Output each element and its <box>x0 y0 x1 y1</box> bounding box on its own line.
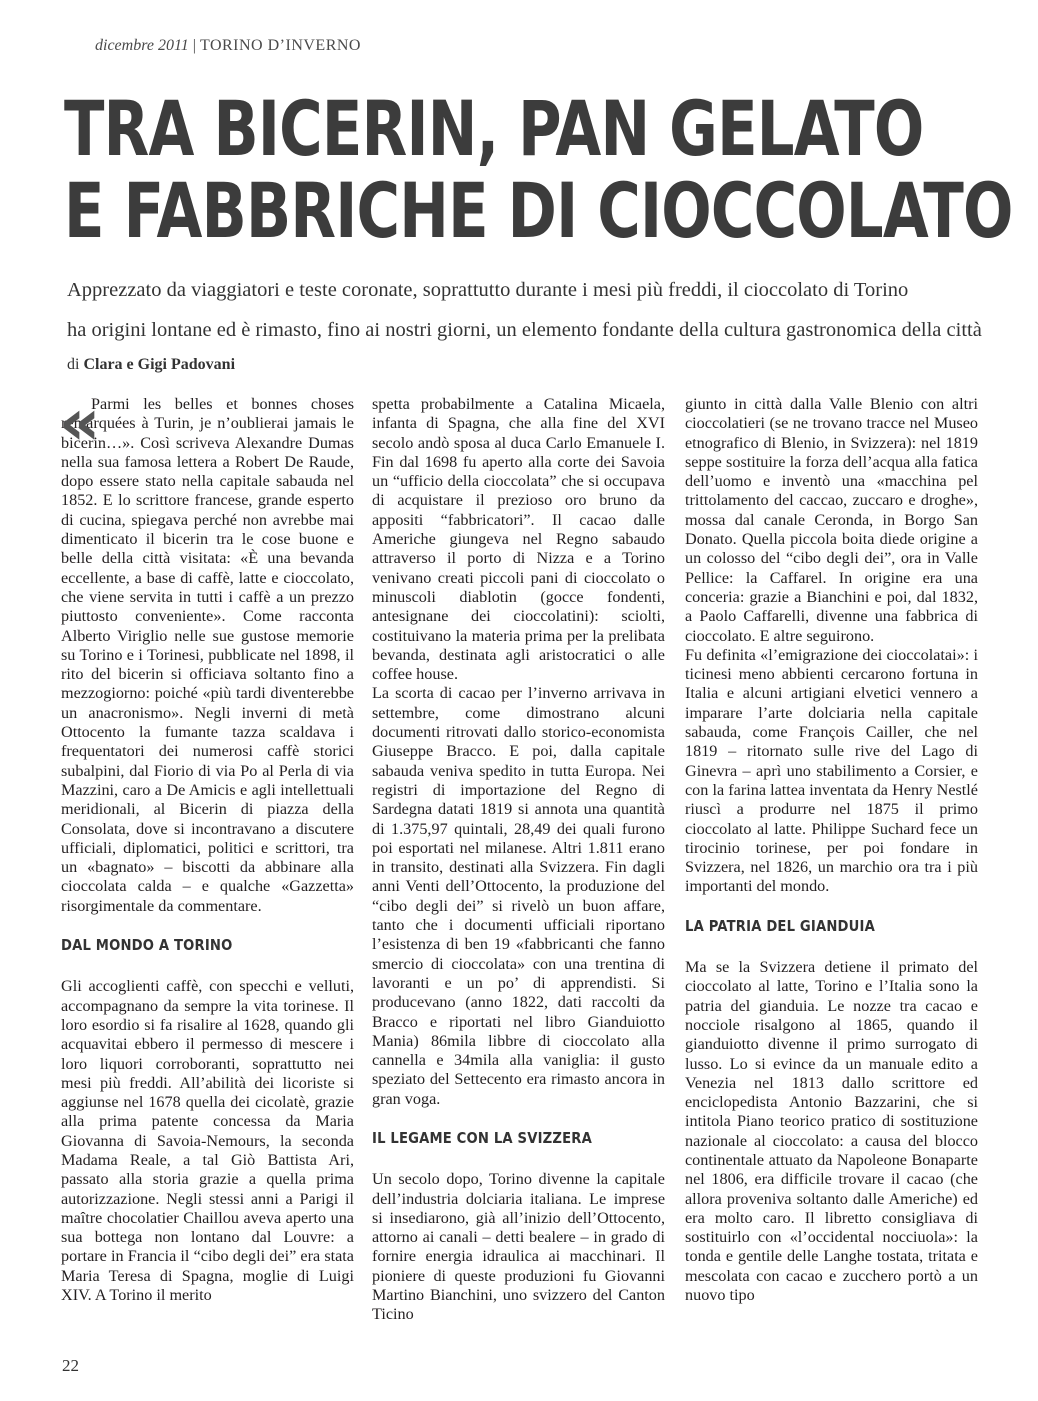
body-paragraph: giunto in città dalla Valle Blenio con altri cioccolatieri (se ne trovano tracce nel Museo etnografico di Blenio, in Svizzera): nel 1819 seppe sostituire la forza dell’acqua alla fatica dell’uomo e inventò una «macchina pel trittolamento del caccao, zuccaro e droghe», mossa dal canale Ceronda, in Borgo San Donato. Quella piccola boita diede origine a un colosso del “cibo degli dei”, ora in Valle Pellice: la Caffarel. In origine era una conceria: grazie a Bianchini e poi, dal 1832, a Paolo Caffarelli, divenne una fabbrica di cioccolato. E altre seguirono. <box>685 395 978 645</box>
article-headline <box>64 84 1013 255</box>
deck-line-2: ha origini lontane ed è rimasto, fino ai nostri giorni, un elemento fondante della cultura gastronomica della città <box>67 319 982 341</box>
subhead-il-legame-con-la-svizzera: IL LEGAME CON LA SVIZZERA <box>372 1128 592 1147</box>
subhead-la-patria-del-gianduia: LA PATRIA DEL GIANDUIA <box>685 916 875 935</box>
body-paragraph: Un secolo dopo, Torino divenne la capitale dell’industria dolciaria italiana. Le imprese si insediarono, già all’inizio dell’Ottocento, attorno ai canali – detti bealere – in grado di fornire energia idraulica ai macchinari. Il pioniere di queste produzioni fu Giovanni Martino Bianchini, uno svizzero del Canton Ticino <box>372 1170 665 1324</box>
issue-date: dicembre 2011 <box>95 37 189 54</box>
deck-line-1: Apprezzato da viaggiatori e teste coronate, soprattutto durante i mesi più freddi, il cioccolato di Torino <box>67 279 909 301</box>
text-column-3 <box>685 395 978 1305</box>
headline-line-2: E FABBRICHE DI CIOCCOLATO <box>64 166 1013 255</box>
section-name: TORINO D’INVERNO <box>199 37 361 54</box>
kicker-separator: | <box>192 37 196 54</box>
body-paragraph: Ma se la Svizzera detiene il primato del cioccolato al latte, Torino e l’Italia sono la patria del gianduia. Le nozze tra cacao e nocciole risalgono al 1865, quando il gianduiotto divenne il primo surrogato di lusso. Lo si evince da un manuale edito a Venezia nel 1813 dallo scrittore ed enciclopedista Antonio Bazzarini, che si intitola Piano teorico pratico di sostituzione nazionale al cioccolato: a causa del blocco continentale attuato da Napoleone Bonaparte nel 1806, era difficile trovare il cacao (che allora proveniva soltanto dalle Americhe) ed era molto caro. Il libretto consigliava di sostituirlo con «l’occidental nocciuola»: la tonda e gentile delle Langhe tostata, tritata e mescolata con cacao e zucchero portò a un nuovo tipo <box>685 958 978 1305</box>
body-paragraph: Gli accoglienti caffè, con specchi e velluti, accompagnano da sempre la vita torinese. Il loro esordio si fa risalire al 1628, quando gli acquavitai ebbero il permesso di mescere i loro liquori corroboranti, soprattutto nei mesi più freddi. All’abilità dei licoriste si aggiunse nel 1678 quella dei cicolatè, grazie alla prima patente concessa da Maria Giovanna di Savoia-Nemours, la seconda Madama Reale, a tal Giò Battista Ari, passato alla storia grazie a quella prima autorizzazione. Negli stessi anni a Parigi il maître chocolatier Chaillou aveva aperto una sua bottega non lontano dal Louvre: a portare in Francia il “cibo degli dei” era stata Maria Teresa di Spagna, moglie di Luigi XIV. A Torino il merito <box>61 977 354 1305</box>
body-paragraph: spetta probabilmente a Catalina Micaela, infanta di Spagna, che alla fine del XVI secolo andò sposa al duca Carlo Emanuele I. Fin dal 1698 fu aperto alla corte dei Savoia un “ufficio della cioccolata” che si occupava di acquistare il prezioso oro bruno da appositi “fabbricatori”. Il cacao dalle Americhe giungeva nel Regno sabaudo attraverso il porto di Nizza e a Torino venivano creati piccoli pani di cioccolato o minuscoli diablotin (gocce fondenti, antesignane dei cioccolatini): sciolti, costituivano la materia prima per la prelibata bevanda, destinata agli aristocratici o alle coffee house. <box>372 395 665 684</box>
dropcap-quote: « <box>59 386 87 460</box>
issue-kicker <box>95 37 361 55</box>
article-deck <box>67 270 987 350</box>
text-column-2 <box>372 395 665 1325</box>
byline-authors: Clara e Gigi Padovani <box>83 356 236 373</box>
body-paragraph: Fu definita «l’emigrazione dei cioccolatai»: i ticinesi meno abbienti cercarono fortuna in Italia e alcuni artigiani elvetici vennero a imparare l’arte dolciaria nella capitale sabauda, come François Cailler, che nel 1819 – ritornato sulle rive del Lago di Ginevra – aprì uno stabilimento a Corsier, e con la farina lattea inventata da Henry Nestlé riuscì a produrre nel 1875 il primo cioccolato al latte. Philippe Suchard fece un tirocinio torinese, per poi fondare in Svizzera, nel 1826, un marchio ora tra i più importanti del mondo. <box>685 645 978 896</box>
byline <box>67 356 235 374</box>
page-number: 22 <box>62 1356 79 1375</box>
body-paragraph: Parmi les belles et bonnes choses remarquées à Turin, je n’oublierai jamais le bicerin…». Così scriveva Alexandre Dumas nella sua famosa lettera a Robert De Raude, dopo essere stato nella capitale sabauda nel 1852. E lo scrittore francese, grande esperto di cucina, spiegava perché non avrebbe mai dimenticato il bicerin tra le cose buone e belle della città visitata: «È una bevanda eccellente, a base di caffè, latte e cioccolato, che viene servita in tutti i caffè a un prezzo piuttosto conveniente». Come racconta Alberto Viriglio nelle sue gustose memorie su Torino e i Torinesi, pubblicate nel 1898, il rito del bicerin si officiava soltanto fino a mezzogiorno: poiché «più tardi diventerebbe un anacronismo». Negli inverni di metà Ottocento la fumante tazza scaldava i frequentatori dei numerosi caffè storici subalpini, dal Fiorio di via Po al Perla di via Mazzini, caro a De Amicis e agli intellettuali meridionali, al Bicerin di piazza della Consolata, dove si incontravano a discutere ufficiali, diplomatici, politici e scrittori, tra un «bagnato» – biscotti da abbinare alla cioccolata calda – e qualche «Gazzetta» risorgimentale da commentare. <box>61 395 354 915</box>
headline-line-1: TRA BICERIN, PAN GELATO <box>64 84 924 173</box>
byline-prefix: di <box>67 356 80 373</box>
body-paragraph: La scorta di cacao per l’inverno arrivava in settembre, come dimostrano alcuni documenti ritrovati dallo storico-economista Giuseppe Bracco. E poi, dalla capitale sabauda veniva spedito in tutta Europa. Nei registri di importazione del Regno di Sardegna datati 1819 si annota una quantità di 1.375,97 quintali, 28,49 dei quali furono poi esportati nel milanese. Altri 1.811 erano in transito, destinati alla Svizzera. Fin dagli anni Venti dell’Ottocento, la produzione del “cibo degli dei” si rivelò un buon affare, tanto che i documenti ufficiali riportano l’esistenza di ben 19 «fabbricanti che fanno smercio di cioccolata» con una trentina di lavoranti e un po’ di apprendisti. Si producevano (anno 1822, dati raccolti da Bracco e riportati nel libro Gianduiotto Mania) 86mila libbre di cioccolato alla cannella e 34mila alla vaniglia: il gusto speziato del Settecento era rimasto ancora in gran voga. <box>372 684 665 1108</box>
subhead-dal-mondo-a-torino: DAL MONDO A TORINO <box>61 936 233 955</box>
text-column-1 <box>59 386 354 1305</box>
